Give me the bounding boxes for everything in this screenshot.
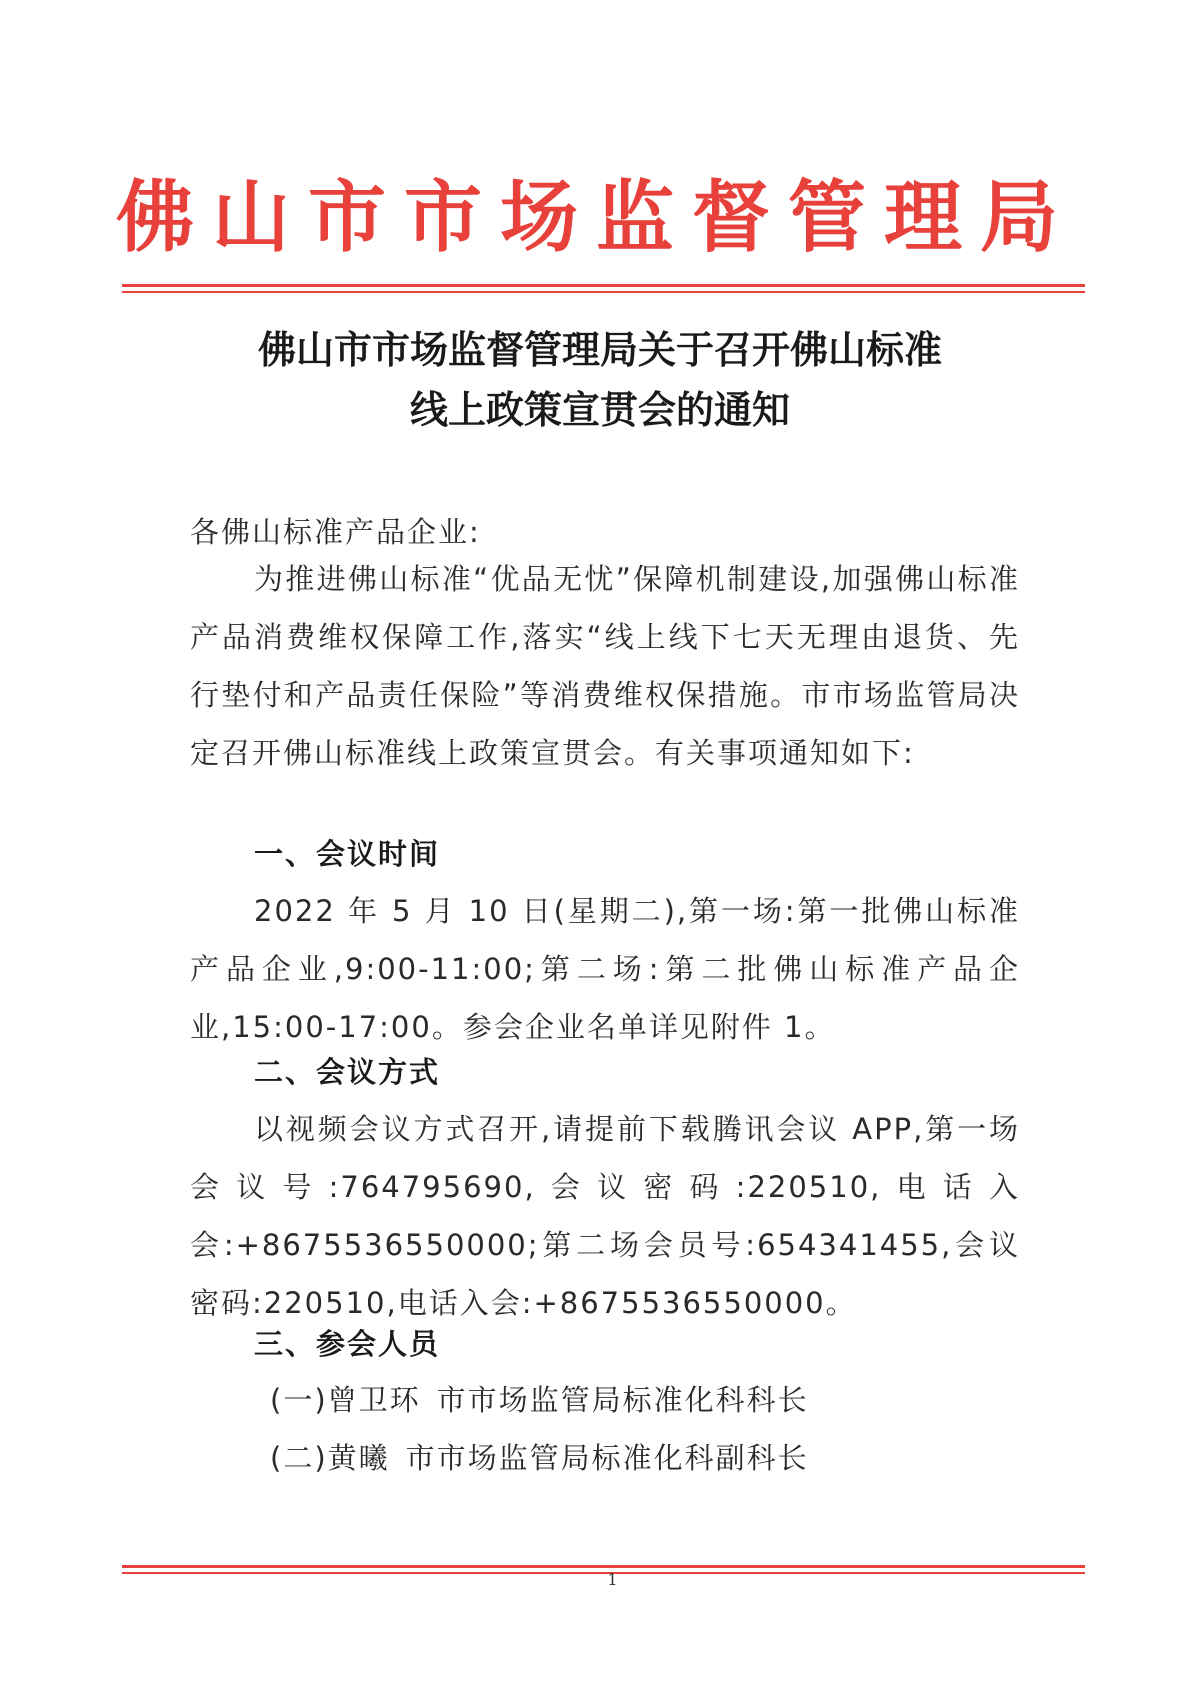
section-heading-method: 二、会议方式: [254, 1055, 441, 1089]
attendee-item: [270, 1372, 809, 1428]
attendee-role: 市市场监管局标准化科副科长: [405, 1441, 809, 1475]
attendee-index: (二): [270, 1441, 328, 1475]
section-heading-time: 一、会议时间: [254, 837, 441, 871]
attendee-role: 市市场监管局标准化科科长: [436, 1383, 809, 1417]
attendee-name: 黄曦: [327, 1441, 390, 1475]
header-rule-thin: [122, 291, 1085, 293]
section-text-method: 以视频会议方式召开,请提前下载腾讯会议 APP,第一场会议号:764795690,会议密码:220510,电话入会:+8675536550000;第二场会员号:654341455,会议密码:220510,电话入会:+8675536550000。: [190, 1112, 1020, 1320]
title-line-1: 佛山市市场监督管理局关于召开佛山标准: [257, 327, 942, 372]
org-header: 佛山市市场监督管理局: [115, 172, 1076, 263]
salutation: 各佛山标准产品企业:: [190, 515, 481, 549]
header-rule-thick: [122, 284, 1085, 287]
document-title: [120, 320, 1080, 440]
title-line-2: 线上政策宣贯会的通知: [409, 387, 790, 432]
intro-paragraph: 为推进佛山标准“优品无忧”保障机制建设,加强佛山标准产品消费维权保障工作,落实“线上线下七天无理由退货、先行垫付和产品责任保险”等消费维权保措施。市市场监管局决定召开佛山标准线上政策宣贯会。有关事项通知如下:: [190, 562, 1020, 770]
page-number: 1: [607, 1570, 618, 1589]
section-heading-attendees: 三、参会人员: [254, 1327, 441, 1361]
attendee-name: 曾卫环: [327, 1383, 421, 1417]
attendee-item: [270, 1430, 809, 1486]
footer-rule-thick: [122, 1565, 1085, 1568]
attendee-index: (一): [270, 1383, 328, 1417]
section-text-time: 2022 年 5 月 10 日(星期二),第一场:第一批佛山标准产品企业,9:00-11:00;第二场:第二批佛山标准产品企业,15:00-17:00。参会企业名单详见附件 1。: [190, 894, 1020, 1044]
